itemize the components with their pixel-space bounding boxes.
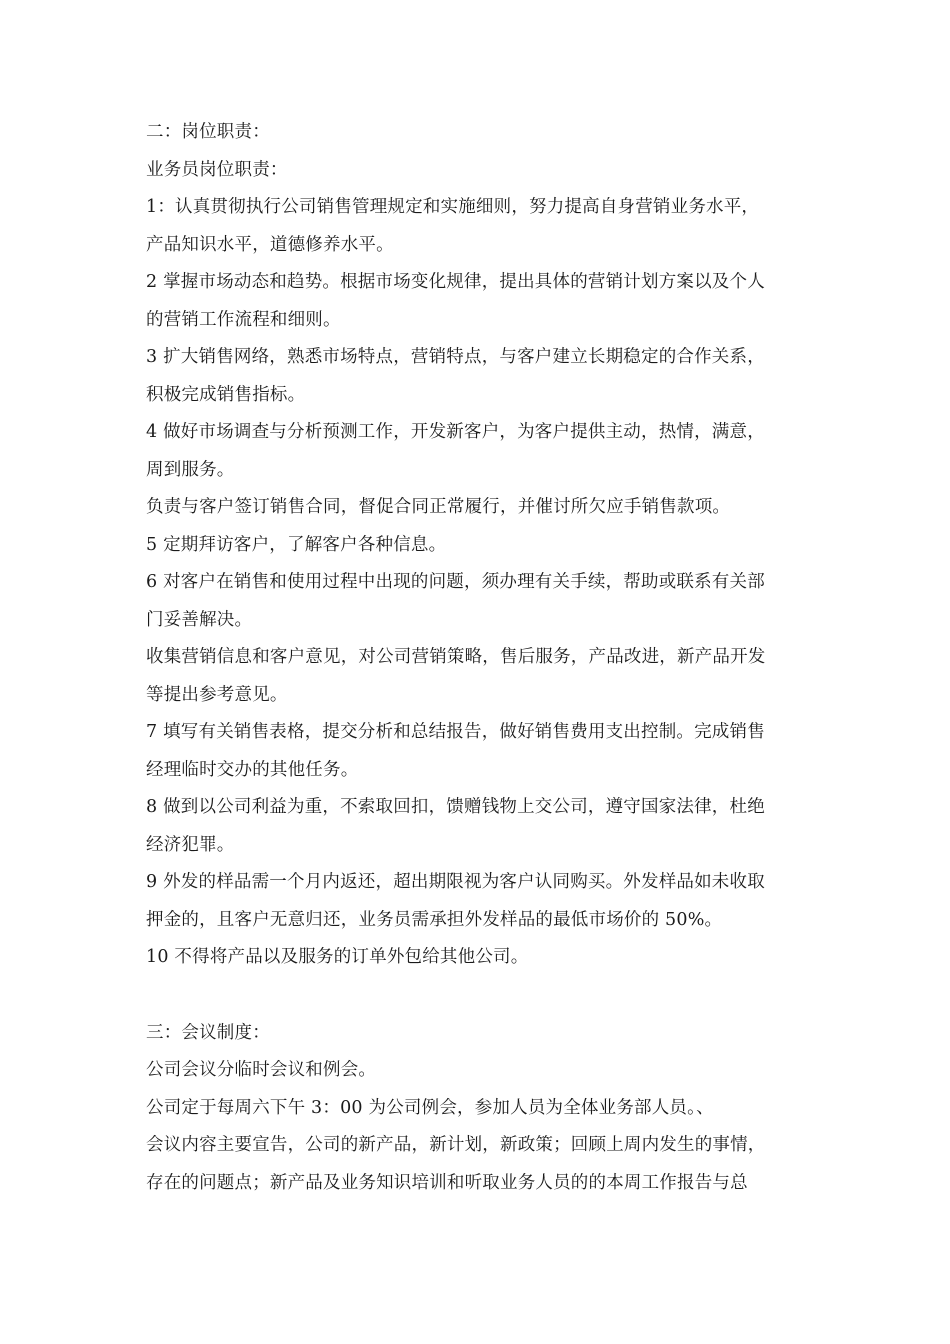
subheading-salesperson-duties: 业务员岗位职责： [146,159,288,180]
paragraph-line: 积极完成销售指标。 [146,384,306,405]
paragraph-line: 周到服务。 [146,459,235,480]
paragraph-line: 9 外发的样品需一个月内返还，超出期限视为客户认同购买。外发样品如未收取 [146,872,765,892]
paragraph-line: 5 定期拜访客户，了解客户各种信息。 [146,534,447,555]
paragraph-line: 门妥善解决。 [146,609,253,630]
paragraph-line: 6 对客户在销售和使用过程中出现的问题，须办理有关手续，帮助或联系有关部 [146,572,765,592]
paragraph-line: 公司会议分临时会议和例会。 [146,1060,377,1080]
paragraph-line: 押金的，且客户无意归还，业务员需承担外发样品的最低市场价的 50%。 [146,909,723,930]
section-heading-meetings: 三：会议制度： [146,1022,270,1043]
paragraph-line: 7 填写有关销售表格，提交分析和总结报告，做好销售费用支出控制。完成销售 [146,722,765,742]
paragraph-line: 8 做到以公司利益为重，不索取回扣，馈赠钱物上交公司，遵守国家法律，杜绝 [146,797,765,817]
paragraph-line: 会议内容主要宣告，公司的新产品，新计划，新政策；回顾上周内发生的事情， [146,1135,766,1155]
paragraph-line: 1：认真贯彻执行公司销售管理规定和实施细则，努力提高自身营销业务水平， [146,197,760,217]
paragraph-line: 4 做好市场调查与分析预测工作，开发新客户，为客户提供主动，热情，满意， [146,422,765,442]
paragraph-line: 2 掌握市场动态和趋势。根据市场变化规律，提出具体的营销计划方案以及个人 [146,272,765,292]
paragraph-line: 产品知识水平，道德修养水平。 [146,234,394,255]
section-heading-duties: 二：岗位职责： [146,122,270,142]
paragraph-line: 经理临时交办的其他任务。 [146,759,359,780]
paragraph-line: 3 扩大销售网络，熟悉市场特点，营销特点，与客户建立长期稳定的合作关系， [146,347,765,367]
paragraph-line: 公司定于每周六下午 3：00 为公司例会，参加人员为全体业务部人员。、 [146,1097,714,1118]
paragraph-line: 存在的问题点；新产品及业务知识培训和听取业务人员的的本周工作报告与总 [146,1172,748,1193]
paragraph-line: 10 不得将产品以及服务的订单外包给其他公司。 [146,947,529,967]
section-spacer [146,977,810,1015]
paragraph-line: 收集营销信息和客户意见，对公司营销策略，售后服务，产品改进，新产品开发 [146,647,766,667]
paragraph-line: 的营销工作流程和细则。 [146,309,341,330]
paragraph-line: 负责与客户签订销售合同，督促合同正常履行，并催讨所欠应手销售款项。 [146,497,731,517]
paragraph-line: 等提出参考意见。 [146,684,288,705]
paragraph-line: 经济犯罪。 [146,834,235,855]
